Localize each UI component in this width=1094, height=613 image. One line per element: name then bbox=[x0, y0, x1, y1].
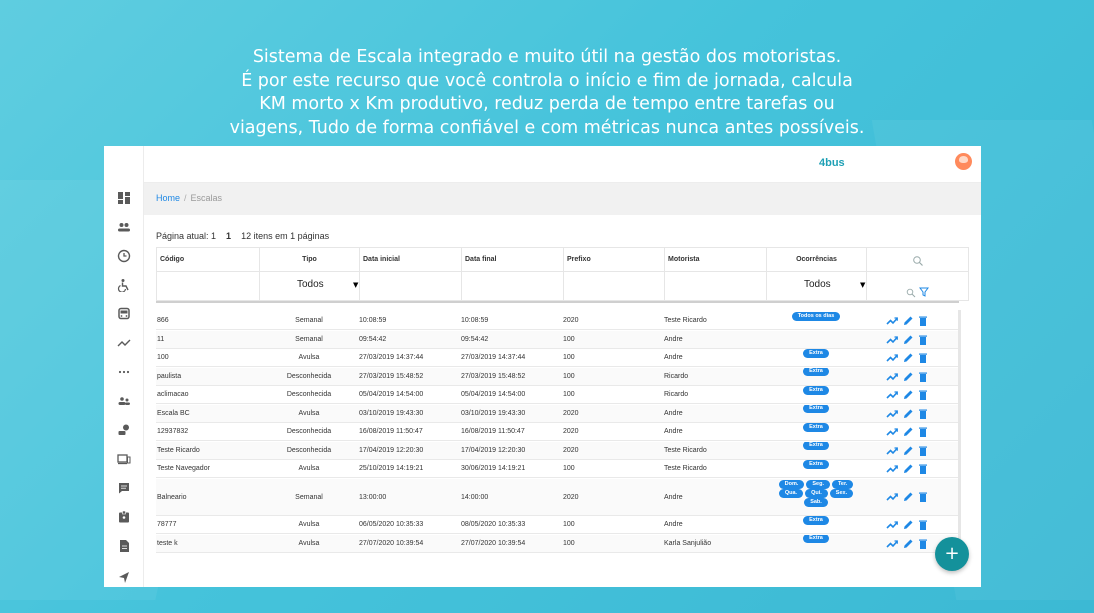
chevron-down-icon: ▼ bbox=[353, 281, 359, 289]
cell-motorista: Andre bbox=[664, 521, 683, 528]
headline bbox=[0, 46, 1094, 140]
row-actions bbox=[886, 334, 936, 348]
column-header-data-inicial[interactable]: Data inicial bbox=[360, 248, 462, 271]
filter-cell-codigo[interactable] bbox=[157, 272, 260, 300]
filter-ocorrencias-value: Todos bbox=[804, 279, 831, 290]
edit-icon[interactable] bbox=[902, 426, 914, 438]
cell-fim: 03/10/2019 19:43:30 bbox=[461, 409, 526, 417]
row-actions bbox=[886, 352, 936, 366]
table-row[interactable] bbox=[156, 535, 959, 553]
cell-inicio: 13:00:00 bbox=[359, 493, 387, 501]
row-actions bbox=[886, 463, 936, 477]
cell-fim: 27/03/2019 14:37:44 bbox=[461, 354, 526, 361]
cell-prefixo: 2020 bbox=[563, 428, 579, 435]
table-row[interactable] bbox=[156, 331, 959, 349]
filter-cell-data-inicial[interactable] bbox=[360, 272, 462, 300]
delete-icon[interactable] bbox=[917, 426, 929, 438]
cell-ocorrencias bbox=[766, 312, 866, 330]
table-row[interactable] bbox=[156, 368, 959, 386]
occurrence-badge: Extra bbox=[803, 516, 829, 525]
cell-codigo: 78777 bbox=[157, 521, 177, 528]
delete-icon[interactable] bbox=[917, 315, 929, 327]
edit-icon[interactable] bbox=[902, 491, 914, 503]
row-actions bbox=[886, 371, 936, 385]
app-window bbox=[104, 146, 981, 587]
grid-body bbox=[156, 312, 969, 572]
cell-codigo: Teste Navegador bbox=[157, 465, 210, 472]
cell-codigo: teste k bbox=[157, 539, 178, 547]
column-header-ocorrencias[interactable]: Ocorrências bbox=[767, 248, 867, 271]
add-schedule-button[interactable]: + bbox=[935, 537, 969, 571]
column-header-tipo[interactable]: Tipo bbox=[260, 248, 360, 271]
trending-icon[interactable] bbox=[886, 352, 898, 364]
cell-ocorrencias bbox=[766, 405, 866, 423]
cell-tipo: Semanal bbox=[295, 335, 323, 343]
cell-tipo: Semanal bbox=[295, 493, 323, 501]
cell-prefixo: 100 bbox=[563, 539, 575, 547]
filter-tipo-select[interactable] bbox=[260, 272, 360, 300]
cell-motorista: Teste Ricardo bbox=[664, 446, 707, 454]
cell-motorista: Andre bbox=[664, 428, 683, 435]
occurrence-badge: Ter. bbox=[832, 480, 853, 489]
headline-line: Sistema de Escala integrado e muito útil na gestão dos motoristas. bbox=[252, 47, 842, 67]
occurrence-badge: Extra bbox=[803, 368, 829, 377]
cell-motorista: Andre bbox=[664, 354, 683, 361]
chat-icon[interactable] bbox=[117, 481, 131, 495]
cell-codigo: paulista bbox=[157, 372, 182, 380]
cell-codigo: 100 bbox=[157, 354, 169, 361]
filter-icon[interactable] bbox=[919, 282, 929, 292]
search-icon[interactable] bbox=[912, 252, 924, 264]
row-actions bbox=[886, 491, 936, 505]
cell-codigo: Escala BC bbox=[157, 409, 190, 417]
cell-codigo: 866 bbox=[157, 317, 169, 324]
accessible-icon[interactable] bbox=[117, 278, 131, 292]
devices-icon[interactable] bbox=[117, 452, 131, 466]
search-icon[interactable] bbox=[906, 283, 916, 293]
column-header-data-final[interactable]: Data final bbox=[462, 248, 564, 271]
occurrence-badge: Qua. bbox=[779, 489, 803, 498]
cell-inicio: 16/08/2019 11:50:47 bbox=[359, 428, 423, 435]
cell-prefixo: 2020 bbox=[563, 317, 579, 324]
cell-prefixo: 100 bbox=[563, 391, 575, 398]
delete-icon[interactable] bbox=[917, 445, 929, 457]
cell-motorista: Andre bbox=[664, 335, 683, 343]
trending-icon[interactable] bbox=[886, 445, 898, 457]
column-header-prefixo[interactable]: Prefixo bbox=[564, 248, 665, 271]
filter-ocorrencias-select[interactable] bbox=[767, 272, 867, 300]
cell-tipo: Semanal bbox=[295, 317, 323, 324]
trending-icon[interactable] bbox=[886, 426, 898, 438]
cell-prefixo: 100 bbox=[563, 372, 575, 380]
edit-icon[interactable] bbox=[902, 463, 914, 475]
cell-ocorrencias bbox=[766, 423, 866, 441]
cell-codigo: 11 bbox=[157, 335, 165, 343]
cell-prefixo: 100 bbox=[563, 354, 575, 361]
cell-fim: 08/05/2020 10:35:33 bbox=[461, 521, 526, 528]
delete-icon[interactable] bbox=[917, 538, 929, 550]
cell-inicio: 09:54:42 bbox=[359, 335, 387, 343]
pagination-summary: 12 itens em 1 páginas bbox=[241, 231, 330, 241]
cell-inicio: 27/07/2020 10:39:54 bbox=[359, 539, 424, 547]
filter-cell-data-final[interactable] bbox=[462, 272, 564, 300]
clock-icon[interactable] bbox=[117, 249, 131, 263]
column-header-codigo[interactable]: Código bbox=[157, 248, 260, 271]
trending-icon[interactable] bbox=[886, 463, 898, 475]
cell-motorista: Karla Sanjulião bbox=[664, 539, 712, 547]
cell-ocorrencias bbox=[766, 368, 866, 386]
cell-prefixo: 100 bbox=[563, 465, 575, 472]
table-row[interactable] bbox=[156, 516, 959, 534]
bus-icon[interactable] bbox=[117, 307, 131, 321]
row-actions bbox=[886, 445, 936, 459]
trending-icon[interactable] bbox=[886, 519, 898, 531]
cell-inicio: 17/04/2019 12:20:30 bbox=[359, 446, 424, 454]
delete-icon[interactable] bbox=[917, 519, 929, 531]
table-row[interactable] bbox=[156, 442, 959, 460]
breadcrumb-bar bbox=[144, 183, 981, 215]
occurrence-badge: Extra bbox=[803, 460, 829, 469]
trending-icon[interactable] bbox=[886, 491, 898, 503]
cell-fim: 05/04/2019 14:54:00 bbox=[461, 391, 526, 398]
table-row[interactable] bbox=[156, 405, 959, 423]
cell-codigo: Balneario bbox=[157, 493, 187, 501]
cell-ocorrencias bbox=[766, 331, 866, 349]
badge-icon[interactable] bbox=[117, 510, 131, 524]
grid-divider bbox=[156, 301, 959, 303]
table-row[interactable] bbox=[156, 349, 959, 367]
table-row[interactable] bbox=[156, 479, 959, 516]
row-actions bbox=[886, 538, 936, 552]
trending-icon[interactable] bbox=[886, 408, 898, 420]
headline-line: viagens, Tudo de forma confiável e com métricas nunca antes possíveis. bbox=[229, 117, 865, 138]
cell-inicio: 05/04/2019 14:54:00 bbox=[359, 391, 424, 398]
filter-cell-motorista[interactable] bbox=[665, 272, 767, 300]
cell-inicio: 10:08:59 bbox=[359, 317, 387, 324]
edit-icon[interactable] bbox=[902, 408, 914, 420]
occurrence-badge: Extra bbox=[803, 386, 829, 395]
cell-fim: 17/04/2019 12:20:30 bbox=[461, 446, 526, 454]
delete-icon[interactable] bbox=[917, 334, 929, 346]
delete-icon[interactable] bbox=[917, 352, 929, 364]
schedule-grid bbox=[156, 247, 969, 572]
occurrence-badge: Sab. bbox=[804, 498, 828, 507]
trending-icon[interactable] bbox=[886, 371, 898, 383]
more-dots-icon[interactable] bbox=[117, 365, 131, 379]
document-icon[interactable] bbox=[117, 539, 131, 553]
grid-filter-row bbox=[156, 272, 969, 301]
table-row[interactable] bbox=[156, 423, 959, 441]
filter-tipo-value: Todos bbox=[297, 279, 324, 290]
trending-icon[interactable] bbox=[117, 336, 131, 350]
scrollbar[interactable] bbox=[958, 310, 961, 540]
cell-motorista: Teste Ricardo bbox=[664, 465, 707, 472]
cell-tipo: Desconhecida bbox=[286, 372, 332, 380]
cell-ocorrencias bbox=[766, 516, 866, 534]
cell-tipo: Desconhecida bbox=[286, 428, 332, 435]
sidebar bbox=[104, 146, 144, 587]
dashboard-icon[interactable] bbox=[117, 191, 131, 205]
edit-icon[interactable] bbox=[902, 352, 914, 364]
cell-motorista: Andre bbox=[664, 493, 683, 501]
cell-tipo: Avulsa bbox=[298, 409, 320, 417]
breadcrumb-current: Escalas bbox=[190, 193, 223, 203]
pagination-info bbox=[156, 231, 329, 241]
breadcrumb-home-link[interactable]: Home bbox=[156, 193, 181, 203]
occurrence-badge: Sex. bbox=[830, 489, 853, 498]
cell-tipo: Desconhecida bbox=[286, 446, 332, 454]
cell-codigo: aclimacao bbox=[157, 391, 189, 398]
cell-ocorrencias bbox=[766, 479, 866, 516]
breadcrumb bbox=[156, 193, 222, 203]
cell-fim: 09:54:42 bbox=[461, 335, 489, 343]
cell-inicio: 25/10/2019 14:19:21 bbox=[359, 465, 424, 472]
avatar[interactable] bbox=[955, 153, 972, 170]
row-actions bbox=[886, 408, 936, 422]
cell-fim: 27/07/2020 10:39:54 bbox=[461, 539, 526, 547]
occurrence-badge: Qui. bbox=[805, 489, 828, 498]
cell-fim: 27/03/2019 15:48:52 bbox=[461, 372, 526, 380]
trending-icon[interactable] bbox=[886, 315, 898, 327]
occurrence-badge: Extra bbox=[803, 405, 829, 414]
occurrence-badge: Extra bbox=[803, 535, 829, 544]
table-row[interactable] bbox=[156, 386, 959, 404]
people-icon[interactable] bbox=[117, 220, 131, 234]
edit-icon[interactable] bbox=[902, 389, 914, 401]
cell-inicio: 27/03/2019 15:48:52 bbox=[359, 372, 424, 380]
row-actions bbox=[886, 315, 936, 329]
row-actions bbox=[886, 426, 936, 440]
delete-icon[interactable] bbox=[917, 408, 929, 420]
cell-fim: 14:00:00 bbox=[461, 493, 489, 501]
person-pin-icon[interactable] bbox=[117, 423, 131, 437]
delete-icon[interactable] bbox=[917, 389, 929, 401]
edit-icon[interactable] bbox=[902, 371, 914, 383]
cell-prefixo: 100 bbox=[563, 521, 575, 528]
column-header-motorista[interactable]: Motorista bbox=[665, 248, 767, 271]
cell-ocorrencias bbox=[766, 386, 866, 404]
cell-codigo: 12937832 bbox=[157, 428, 189, 435]
cell-ocorrencias bbox=[766, 535, 866, 553]
delete-icon[interactable] bbox=[917, 371, 929, 383]
edit-icon[interactable] bbox=[902, 445, 914, 457]
cell-prefixo: 2020 bbox=[563, 446, 579, 454]
cell-fim: 30/06/2019 14:19:21 bbox=[461, 465, 526, 472]
cell-prefixo: 100 bbox=[563, 335, 575, 343]
delete-icon[interactable] bbox=[917, 491, 929, 503]
cell-motorista: Ricardo bbox=[664, 372, 689, 380]
filter-cell-prefixo[interactable] bbox=[564, 272, 665, 300]
cell-tipo: Avulsa bbox=[298, 521, 320, 528]
navigation-icon[interactable] bbox=[117, 570, 131, 584]
cell-inicio: 27/03/2019 14:37:44 bbox=[359, 354, 424, 361]
headline-line: É por este recurso que você controla o início e fim de jornada, calcula bbox=[241, 70, 853, 91]
row-actions bbox=[886, 519, 936, 533]
trending-icon[interactable] bbox=[886, 334, 898, 346]
cell-tipo: Desconhecida bbox=[286, 391, 332, 398]
occurrence-badge: Extra bbox=[803, 423, 829, 432]
chevron-down-icon: ▼ bbox=[860, 281, 866, 289]
occurrence-badge: Todos os dias bbox=[792, 312, 841, 321]
edit-icon[interactable] bbox=[902, 538, 914, 550]
delete-icon[interactable] bbox=[917, 463, 929, 475]
group-icon[interactable] bbox=[117, 394, 131, 408]
pagination-page-number[interactable]: 1 bbox=[226, 231, 232, 241]
occurrence-badge: Extra bbox=[803, 442, 829, 451]
cell-tipo: Avulsa bbox=[298, 465, 320, 472]
cell-motorista: Ricardo bbox=[664, 391, 689, 398]
table-row[interactable] bbox=[156, 312, 959, 330]
occurrence-badge: Seg. bbox=[806, 480, 830, 489]
edit-icon[interactable] bbox=[902, 334, 914, 346]
cell-ocorrencias bbox=[766, 460, 866, 478]
trending-icon[interactable] bbox=[886, 389, 898, 401]
occurrence-badge: Dom. bbox=[779, 480, 805, 489]
cell-fim: 16/08/2019 11:50:47 bbox=[461, 428, 525, 435]
cell-fim: 10:08:59 bbox=[461, 317, 489, 324]
cell-inicio: 03/10/2019 19:43:30 bbox=[359, 409, 424, 417]
edit-icon[interactable] bbox=[902, 315, 914, 327]
cell-inicio: 06/05/2020 10:35:33 bbox=[359, 521, 424, 528]
pagination-label: Página atual: 1 bbox=[156, 231, 217, 241]
cell-prefixo: 2020 bbox=[563, 409, 579, 417]
cell-tipo: Avulsa bbox=[298, 539, 320, 547]
top-bar bbox=[144, 146, 981, 183]
edit-icon[interactable] bbox=[902, 519, 914, 531]
cell-prefixo: 2020 bbox=[563, 493, 579, 501]
trending-icon[interactable] bbox=[886, 538, 898, 550]
occurrence-badge: Extra bbox=[803, 349, 829, 358]
cell-tipo: Avulsa bbox=[298, 354, 320, 361]
breadcrumb-separator: / bbox=[184, 193, 187, 203]
cell-codigo: Teste Ricardo bbox=[157, 446, 200, 454]
headline-line: KM morto x Km produtivo, reduz perda de tempo entre tarefas ou bbox=[259, 94, 835, 114]
cell-motorista: Teste Ricardo bbox=[664, 317, 707, 324]
row-actions bbox=[886, 389, 936, 403]
grid-header bbox=[156, 247, 969, 272]
cell-ocorrencias bbox=[766, 442, 866, 460]
cell-motorista: Andre bbox=[664, 409, 683, 417]
cell-ocorrencias bbox=[766, 349, 866, 367]
table-row[interactable] bbox=[156, 460, 959, 478]
brand-logo: 4bus bbox=[819, 157, 845, 169]
